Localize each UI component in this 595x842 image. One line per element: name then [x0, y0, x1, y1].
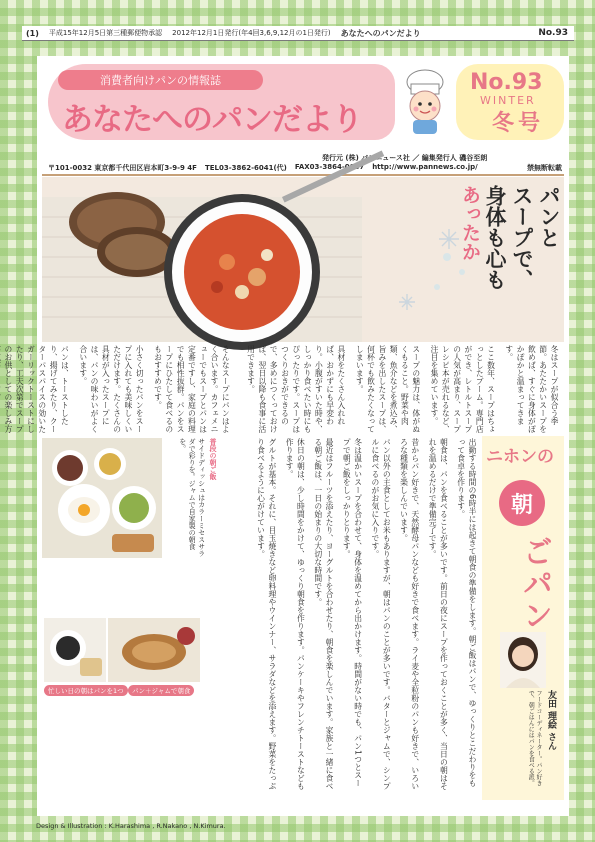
publisher-address-row: [48, 163, 562, 173]
sidebar-kanji-badge: 朝: [499, 480, 545, 526]
article-column: 昔からパン好きで、天然酵母パンなども好きで食べます。ライ麦や全粒粉のパンも好きで、いろいろな種類を楽しんでいます。: [399, 438, 420, 790]
page-number: (1): [26, 28, 39, 38]
website-link[interactable]: http://www.pannews.co.jp/: [372, 163, 478, 171]
hero-photo: [42, 177, 564, 342]
profile-avatar: [500, 632, 546, 688]
feature-article: [3, 345, 564, 435]
tagline: 消費者向けパンの情報誌: [58, 70, 263, 90]
article-column: そんなスープにパンはよく合います。カフェメニューでもスープとパンは定番ですし、家庭の料理でも相性抜群。パンをスープにひたして食べるのもおすすめです。: [153, 345, 231, 433]
profile-block: [486, 690, 558, 790]
article-column: 休日の朝は、少し時間をかけて、ゆっくり朝食を作ります。パンケーキやフレンチトーストなども作ります。: [285, 438, 306, 790]
copyright-note: 禁無断転載: [527, 164, 562, 172]
article-column: パン以外の主食としてお米もありますが、朝はパンのことが多いです。バターとジャムで、シンプルに食べるのがお気に入りです。: [370, 438, 392, 790]
breakfast-photo-small-1: [44, 618, 106, 682]
publisher-line: 発行元 (株) パンニュース社 ／ 編集発行人 磯谷至朗: [322, 154, 488, 162]
issue-number: No.93: [470, 70, 543, 95]
header-issue-number: No.93: [538, 28, 568, 38]
article-column: ここ数年、スープはちょっとしたブーム。専門店ができ、レトルトスープの人気が高まり、スープレシピ本が売れるなど、注目を集めています。: [430, 345, 496, 433]
article-column: 朝食は、パンを食べることが多いです。前日の夜にスープを作っておくことが多く、当日の朝はそれを温めるだけで準備完了です。: [428, 438, 449, 790]
sidebar-word: ごパン: [517, 536, 552, 632]
breakfast-photo-main: [42, 438, 162, 558]
article-column: パンは、トーストしたり、揚げてみたり、クーターパスパイスの効いたガーリックトーストにしたり、工夫次第でスープのお供としての楽しみ方: [3, 345, 70, 433]
newsletter-title: あなたへのパンだより: [62, 102, 362, 138]
fax-text: FAX03-3864-0087: [294, 163, 365, 171]
photo-caption-jam: パン＋ジャムで朝食: [128, 685, 194, 696]
header-title: あなたへのパンだより: [340, 28, 421, 38]
breakfast-photo-small-2: [108, 618, 200, 682]
article-column: グルトが基本。それに、目玉焼きなど卵料理やウインナー、サラダなどを添えます。野菜をたっぷり食べるように心がけています。: [256, 438, 277, 790]
nippon-breakfast-sidebar: [482, 436, 564, 800]
article-column: 冬は温かいスープを合わせて、身体を温めてから出かけます。時間がない時でも、パン1つとスープで朝ご飯をしっかりとります。: [342, 438, 363, 788]
heading-line-2: スープで、: [510, 185, 535, 290]
heading-line-3: 身体も心も: [483, 185, 508, 290]
article-column: 最近はフルーツを添えたり、ヨーグルトを合わせたり、朝食を楽しんでいます。家族と一緒に食べる朝ご飯は、一日の始まりの大切な時間です。: [313, 438, 335, 790]
photo-caption-busy-day: 忙しい日の朝はパンを1つ: [44, 685, 128, 696]
permit-text: 平成15年12月5日第三種郵便物承認: [48, 29, 163, 37]
tel-text: TEL03-3862-6041(代): [204, 164, 287, 172]
divider: [42, 174, 564, 176]
photo-caption-right: [162, 438, 217, 558]
sidebar-title: ニホンの: [486, 447, 554, 467]
profile-name: 友田 理絵 さん: [546, 690, 556, 751]
address-text: 〒101-0032 東京都千代田区岩本町3-9-9 4F: [48, 164, 197, 172]
breakfast-photos: [42, 438, 217, 800]
article-column: 具材をたくさん入れれば、おかずにも早変わり。小腹がすいた時や、しっかり食べたい時にもぴったりです。スープはつくりおきができるので、多めにつくっておけば、翌日以降も食事に活用できます。: [246, 345, 346, 433]
design-credit: Design & Illustration : K.Harashima , R.Nakano , N.Kimura.: [36, 822, 226, 830]
article-column: 冬はスープが似合う季節。あたたかいスープを飲めば、すぐに身体がぽかぽかと温まってきます。: [504, 345, 559, 433]
article-column: 小さく切ったパンをスープに入れても美味しくいただけます。たくさんの具材が入ったスープには、パンの味わいがよく合います。: [78, 345, 145, 433]
heading-line-1: パンと: [537, 185, 562, 248]
masthead-banner: [48, 64, 395, 140]
caption-text: サイドディッシュはカラーミセスサラダで彩りを。ジャムで自家製の朝食を。: [178, 438, 206, 557]
season-label-jp: 冬号: [492, 111, 545, 136]
season-label: WINTER: [480, 94, 536, 107]
top-header-bar: [22, 26, 574, 41]
issue-badge: [456, 64, 564, 140]
chef-mascot-icon: [394, 68, 456, 136]
feature-heading: [460, 185, 560, 335]
breakfast-section: [42, 436, 564, 806]
profile-description: フードコーディネーター。パン好きで、朝ごはんにはパンを食べる派。: [527, 690, 542, 786]
heading-line-4: あったか: [459, 185, 481, 261]
issue-date: 2012年12月1日発行(年4回3,6,9,12月の1日発行): [172, 29, 331, 37]
breakfast-article: [220, 438, 478, 798]
caption-title: 普段の朝ご飯: [209, 438, 217, 480]
masthead: [48, 64, 562, 142]
article-column: 出勤する時間の6時半には起きて朝食の準備をします。朝ご飯はパンで、ゆっくりとこだわりをもって食卓を作ります。: [456, 438, 477, 788]
article-column: スープの魅力は、体がぬくもること。野菜や肉類、魚介などを煮込み、旨みを出したスープは、何杯でも飲みたくなってしまいます。: [355, 345, 421, 433]
